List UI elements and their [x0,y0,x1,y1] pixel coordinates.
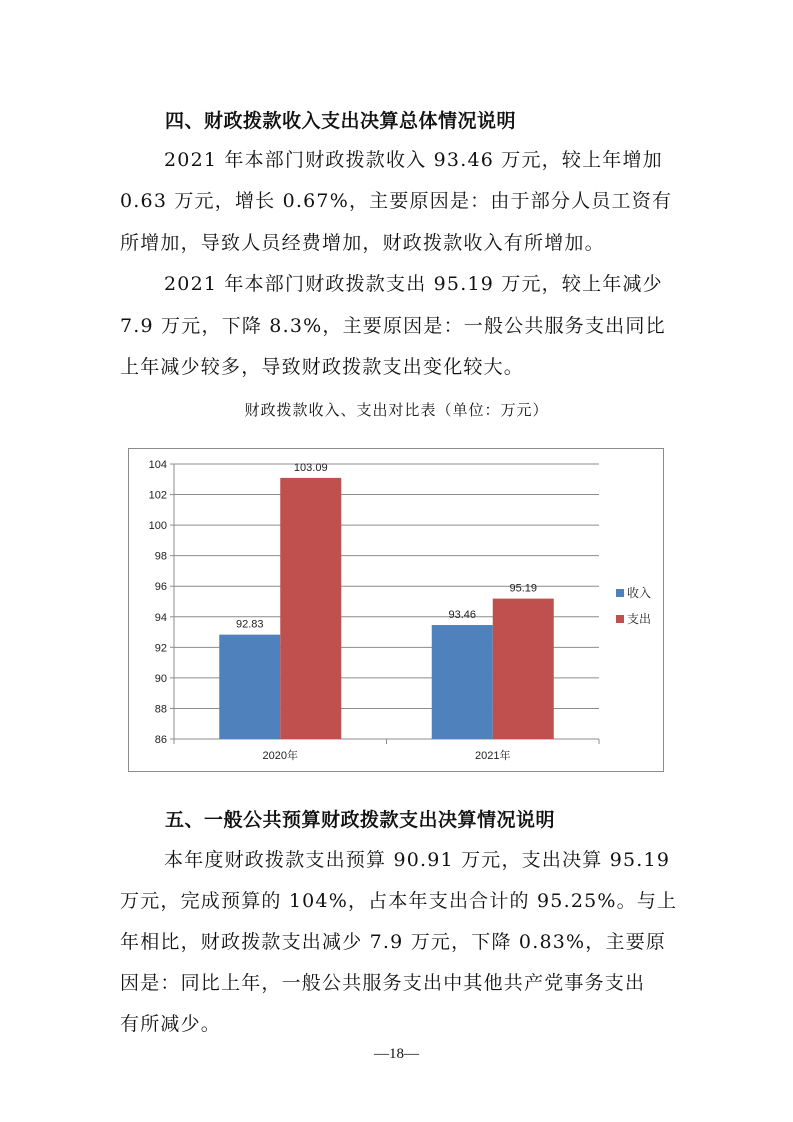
text-line: 上年减少较多，导致财政拨款支出变化较大。 [120,356,525,378]
chart-svg [129,449,665,773]
text-line: 因是：同比上年，一般公共服务支出中其他共产党事务支出 [120,972,646,994]
text-line: 2021 年本部门财政拨款收入 93.46 万元，较上年增加 [164,149,663,171]
bar-income [219,635,280,739]
text-line: 0.63 万元，增长 0.67%，主要原因是：由于部分人员工资有 [120,190,673,212]
text-line: 2021 年本部门财政拨款支出 95.19 万元，较上年减少 [164,273,663,295]
y-tick-label: 92 [154,642,167,655]
bar-expense [493,599,554,739]
text-line: 万元，完成预算的 104%，占本年支出合计的 95.25%。与上 [120,890,678,912]
legend-swatch [616,615,624,623]
y-tick-label: 100 [148,520,167,533]
section-4-heading: 四、财政拨款收入支出决算总体情况说明 [165,110,517,132]
y-tick-label: 88 [154,703,167,716]
x-tick-label: 2020年 [262,750,298,762]
bar-chart [128,448,664,772]
legend-swatch [616,589,624,597]
data-label: 92.83 [235,618,264,631]
text-line: 年相比，财政拨款支出减少 7.9 万元，下降 0.83%，主要原 [120,931,667,953]
chart-caption: 财政拨款收入、支出对比表（单位：万元） [244,401,549,419]
bar-income [432,625,493,739]
page-number: —18— [374,1046,419,1062]
text-line: 所增加，导致人员经费增加，财政拨款收入有所增加。 [120,232,605,254]
bar-expense [280,478,341,739]
data-label: 95.19 [509,582,538,595]
y-tick-label: 86 [154,734,167,746]
y-tick-label: 98 [154,550,167,563]
text-line: 有所减少。 [120,1013,222,1035]
text-line: 本年度财政拨款支出预算 90.91 万元，支出决算 95.19 [164,849,671,871]
x-tick-label: 2021年 [475,750,511,762]
y-tick-label: 102 [148,489,167,502]
data-label: 103.09 [293,461,328,474]
y-tick-label: 96 [154,581,167,594]
text-line: 7.9 万元，下降 8.3%，主要原因是：一般公共服务支出同比 [120,315,666,337]
y-tick-label: 94 [154,611,167,624]
y-tick-label: 90 [154,672,167,685]
legend-label: 支出 [627,612,652,626]
section-5-heading: 五、一般公共预算财政拨款支出决算情况说明 [165,809,556,831]
y-tick-label: 104 [148,459,167,471]
data-label: 93.46 [448,609,477,622]
legend-label: 收入 [627,586,652,600]
